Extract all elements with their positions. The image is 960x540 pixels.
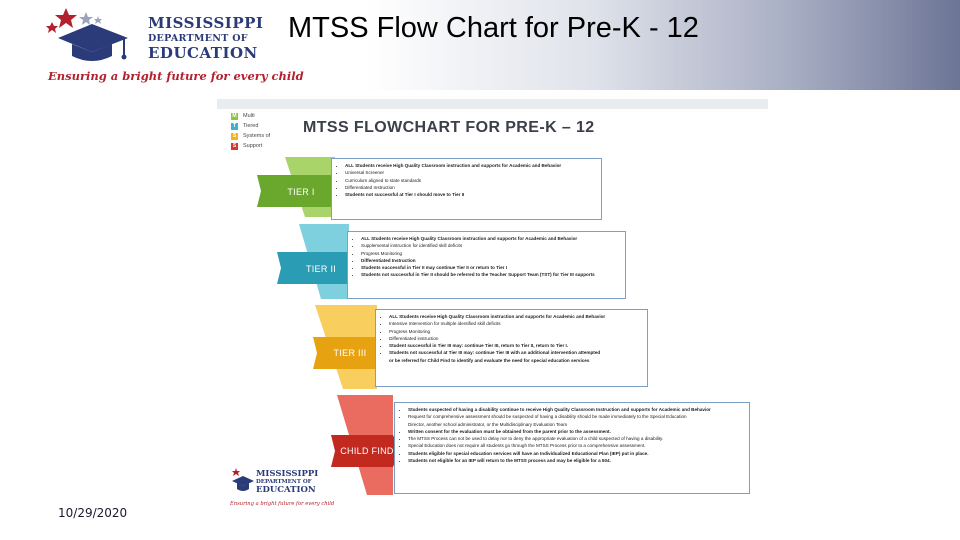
flowchart-title: MTSS FLOWCHART FOR PRE-K – 12	[303, 119, 595, 136]
child-find-item: • Special Education does not require all students go through the MTSS Process prior to a comprehensive assessment.	[408, 442, 743, 449]
tier-1-label: TIER I	[287, 187, 315, 197]
child-find-item: • Students suspected of having a disability continue to receive High Quality Classroom Instruction and supports for Academic and Behavior	[408, 406, 743, 413]
tier-3-item: • Students not successful at Tier III may: continue Tier III with an additional intervention attempted	[389, 349, 641, 356]
tier-2-item: • Students not successful in Tier II should be referred to the Teacher Support Team (TST) for Tier III supports	[361, 271, 619, 278]
inner-logo-line-2: DEPARTMENT OF	[256, 478, 312, 485]
logo-line-1: MISSISSIPPI	[148, 14, 264, 32]
logo-line-3: EDUCATION	[148, 43, 258, 62]
tier-3-box	[375, 309, 648, 387]
inner-logo-tagline: Ensuring a bright future for every child	[230, 501, 335, 507]
inner-logo-line-3: EDUCATION	[256, 485, 316, 495]
legend-letter: T	[232, 122, 237, 129]
graduation-cap-star-icon	[230, 467, 256, 499]
tier-1-item: • Students not successful at Tier I should move to Tier II	[345, 191, 595, 198]
tier-2-item: • Differentiated Instruction	[361, 257, 619, 264]
slide-date: 10/29/2020	[58, 506, 128, 520]
child-find-item: • The MTSS Process can not be used to delay nor to deny the appropriate evaluation of a child suspected of having a disability.	[408, 435, 743, 442]
mde-logo	[44, 6, 304, 86]
legend-label: Tiered	[243, 123, 259, 129]
inner-logo-name	[256, 470, 318, 495]
child-find-label: CHILD FIND	[340, 446, 394, 456]
tier-2-item: • Progress Monitoring	[361, 250, 619, 257]
legend-label: Multi	[243, 113, 255, 119]
tier-2-item: • Supplemental instruction for identified skill deficits	[361, 242, 619, 249]
tier-3-item: or be referred for Child Find to identify and evaluate the need for special education services	[389, 357, 590, 363]
child-find-item: • Written consent for the evaluation must be obtained from the parent prior to the assessment.	[408, 428, 743, 435]
child-find-item: Director, another school administrator, or the Multidisciplinary Evaluation Team	[408, 421, 568, 427]
legend-letter: M	[232, 112, 237, 119]
logo-tagline: Ensuring a bright future for every child	[48, 69, 304, 83]
graduation-cap-star-icon	[44, 6, 140, 66]
tier-1-item: • ALL Students receive High Quality Classroom instruction and supports for Academic and Behavior	[345, 162, 595, 169]
child-find-item: • Students not eligible for an IEP will return to the MTSS process and may be eligible for a 504.	[408, 457, 743, 464]
tier-3-item: • ALL Students receive High Quality Classroom instruction and supports for Academic and Behavior	[389, 313, 641, 320]
tier-2-item: • Students successful in Tier II may continue Tier II or return to Tier I	[361, 264, 619, 271]
inner-logo-line-1: MISSISSIPPI	[256, 469, 319, 479]
tier-3-item: • Student successful in Tier III may: continue Tier III, return to Tier II, return to Tier I.	[389, 342, 641, 349]
tier-2-box	[347, 231, 626, 299]
legend-letter: S	[232, 142, 237, 149]
tier-3-item: • Intensive Intervention for multiple identified skill deficits	[389, 320, 641, 327]
child-find-item: • Students eligible for special education services will have an Individualized Educational Plan (IEP) put in place.	[408, 450, 743, 457]
tier-1-box	[331, 158, 602, 220]
legend-label: Support	[243, 143, 263, 149]
tier-3-label: TIER III	[333, 348, 367, 358]
logo-line-2: DEPARTMENT OF	[148, 33, 248, 44]
mde-logo-name	[148, 16, 263, 61]
inner-mde-logo	[230, 467, 335, 509]
legend-label: Systems of	[243, 133, 271, 139]
child-find-item: • Request for comprehensive assessment should be suspected of having a disability should be made immediately to the Special Education	[408, 413, 743, 420]
tier-3-item: • Progress Monitoring	[389, 328, 641, 335]
mtss-flowchart	[217, 99, 768, 510]
child-find-box	[394, 402, 750, 494]
tier-1-item: • Differentiated Instruction	[345, 184, 595, 191]
slide-title: MTSS Flow Chart for Pre-K - 12	[288, 12, 699, 44]
tier-3-item: • Differentiated instruction	[389, 335, 641, 342]
tier-2-label: TIER II	[305, 264, 337, 274]
tier-1-item: • Curriculum aligned to state standards	[345, 177, 595, 184]
tier-2-item: • ALL Students receive High Quality Classroom instruction and supports for Academic and Behavior	[361, 235, 619, 242]
tier-1-item: • Universal Screener	[345, 169, 595, 176]
legend-letter: S	[232, 132, 237, 139]
